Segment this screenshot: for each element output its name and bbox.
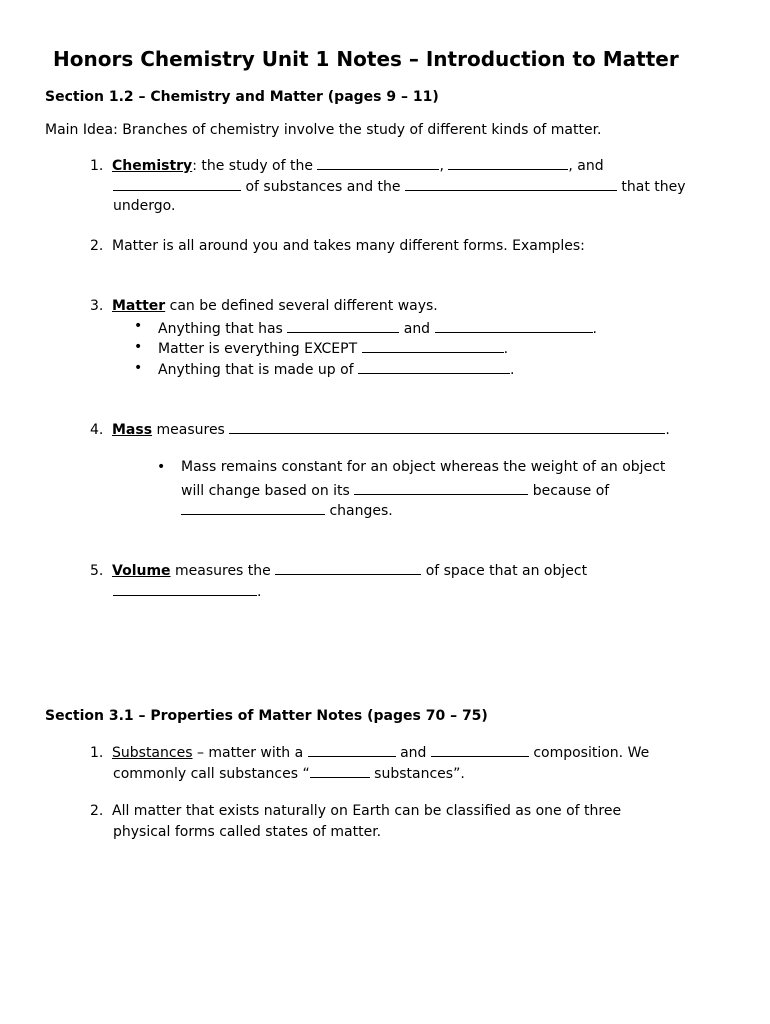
page-title: Honors Chemistry Unit 1 Notes – Introduction to Matter [53, 47, 679, 71]
list-item-states [90, 801, 621, 821]
term-substances: Substances [112, 745, 193, 761]
bullet-item: Mass remains constant for an object whereas the weight of an object [181, 459, 666, 475]
item-text: – matter with a [192, 745, 304, 761]
item-text: . [510, 362, 515, 378]
fill-in-blank[interactable] [448, 154, 568, 170]
fill-in-blank[interactable] [287, 317, 399, 333]
item-text: , [439, 158, 444, 174]
item-text: . [592, 321, 597, 337]
fill-in-blank[interactable] [275, 559, 421, 575]
item-number: 2. [90, 238, 104, 254]
fill-in-blank[interactable] [181, 499, 325, 515]
fill-in-blank[interactable] [113, 175, 241, 191]
bullet-item-line [181, 479, 609, 501]
list-item-line: undergo. [113, 198, 176, 214]
section-heading-1-2: Section 1.2 – Chemistry and Matter (pages 9 – 11) [45, 89, 439, 105]
item-text: Anything that is made up of [158, 362, 354, 378]
list-item-chemistry [90, 154, 604, 176]
item-text: Anything that has [158, 321, 283, 337]
item-text: Matter is everything EXCEPT [158, 341, 358, 357]
item-text: that they [621, 179, 686, 195]
item-text: measures the [170, 563, 271, 579]
item-text: commonly call substances “ [113, 766, 310, 782]
list-item-substances [90, 741, 649, 763]
bullet-item [158, 337, 508, 359]
fill-in-blank[interactable] [362, 337, 504, 353]
term-mass: Mass [112, 422, 153, 438]
item-number: 4. [90, 422, 104, 438]
bullet-icon: • [134, 339, 143, 355]
list-item-volume [90, 559, 587, 581]
term-volume: Volume [112, 563, 171, 579]
fill-in-blank[interactable] [354, 479, 528, 495]
bullet-icon: • [157, 459, 166, 475]
bullet-icon: • [134, 360, 143, 376]
item-text: substances”. [374, 766, 465, 782]
item-text: . [665, 422, 670, 438]
fill-in-blank[interactable] [431, 741, 529, 757]
list-item-line: physical forms called states of matter. [113, 824, 382, 840]
fill-in-blank[interactable] [113, 580, 257, 596]
item-text: can be defined several different ways. [165, 298, 438, 314]
item-text: composition. We [533, 745, 650, 761]
item-text: will change based on its [181, 483, 350, 499]
item-text: and [403, 321, 431, 337]
bullet-item [158, 358, 515, 380]
item-text: Matter is all around you and takes many different forms. Examples: [112, 238, 585, 254]
fill-in-blank[interactable] [308, 741, 396, 757]
bullet-item [158, 317, 597, 339]
item-number: 1. [90, 745, 104, 761]
item-text: changes. [329, 503, 393, 519]
item-text: of substances and the [245, 179, 401, 195]
item-text: . [503, 341, 509, 357]
item-text: . [257, 584, 262, 600]
item-text: because of [532, 483, 610, 499]
fill-in-blank[interactable] [358, 358, 510, 374]
term-matter: Matter [112, 298, 166, 314]
item-number: 1. [90, 158, 104, 174]
fill-in-blank[interactable] [405, 175, 617, 191]
list-item-line [113, 175, 686, 197]
list-item-matter-forms [90, 236, 585, 256]
item-number: 5. [90, 563, 104, 579]
list-item-mass [90, 418, 670, 440]
fill-in-blank[interactable] [229, 418, 665, 434]
list-item-matter [90, 296, 438, 316]
item-text: measures [152, 422, 225, 438]
fill-in-blank[interactable] [310, 762, 370, 778]
bullet-icon: • [134, 318, 143, 334]
item-text: , and [568, 158, 604, 174]
bullet-item-line [181, 499, 393, 521]
fill-in-blank[interactable] [317, 154, 439, 170]
item-number: 2. [90, 803, 104, 819]
item-text: All matter that exists naturally on Earth can be classified as one of three [112, 803, 622, 819]
fill-in-blank[interactable] [435, 317, 593, 333]
item-number: 3. [90, 298, 104, 314]
list-item-line [113, 580, 261, 602]
item-text: : the study of the [192, 158, 313, 174]
section-heading-3-1: Section 3.1 – Properties of Matter Notes (pages 70 – 75) [45, 708, 488, 724]
main-idea: Main Idea: Branches of chemistry involve the study of different kinds of matter. [45, 122, 602, 138]
item-text: of space that an object [425, 563, 588, 579]
item-text: and [400, 745, 427, 761]
term-chemistry: Chemistry [112, 158, 193, 174]
list-item-line [113, 762, 465, 784]
